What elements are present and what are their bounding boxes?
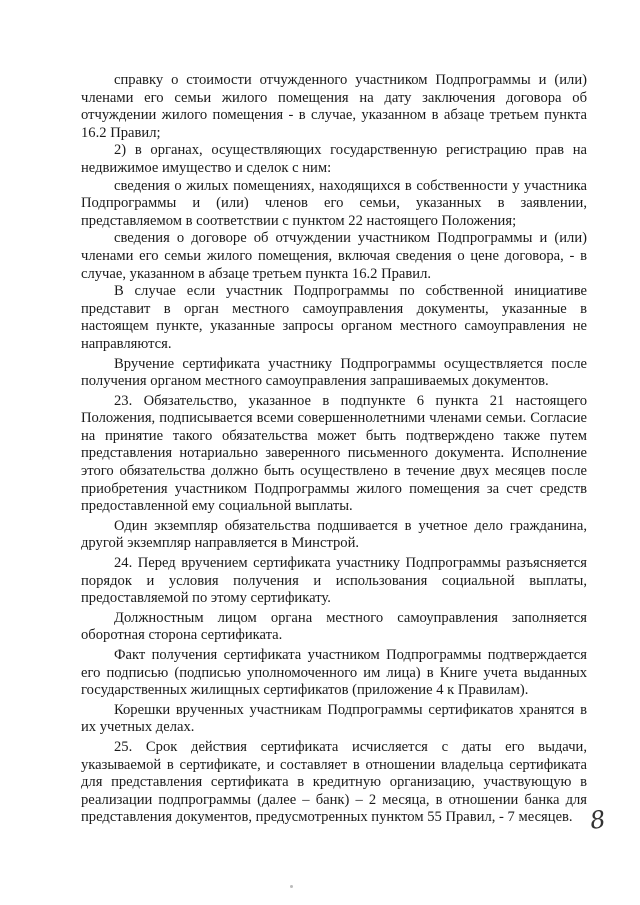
paragraph-7: 23. Обязательство, указанное в подпункте 6 пункта 21 настоящего Положения, подписывается всеми совершеннолетними членами семьи. Согласие на принятие такого обязательства может быть подтверждено также путем представления нотариально заверенного письменного документа. Исполнение этого обязательства должно быть осуществлено в течение двух месяцев после приобретения участником Подпрограммы жилого помещения за счет средств предоставленной ему социальной выплаты. (81, 392, 587, 515)
paragraph-1: справку о стоимости отчужденного участником Подпрограммы и (или) членами его семьи жилого помещения на дату заключения договора об отчуждении жилого помещения - в случае, указанном в абзаце третьем пункта 16.2 Правил; (81, 72, 587, 141)
paragraph-10: Должностным лицом органа местного самоуправления заполняется оборотная сторона сертификата. (81, 609, 587, 644)
paragraph-6: Вручение сертификата участнику Подпрограммы осуществляется после получения органом местного самоуправления запрашиваемых документов. (81, 355, 587, 390)
paragraph-3: сведения о жилых помещениях, находящихся в собственности у участника Подпрограммы и (или) членов его семьи, указанных в заявлении, представляемом в соответствии с пунктом 22 настоящего Положения; (81, 177, 587, 229)
paragraph-9: 24. Перед вручением сертификата участнику Подпрограммы разъясняется порядок и условия получения и использования социальной выплаты, предоставляемой по этому сертификату. (81, 555, 587, 607)
paragraph-5: В случае если участник Подпрограммы по собственной инициативе представит в орган местного самоуправления документы, указанные в настоящем пункте, указанные запросы органом местного самоуправления не направляются. (81, 283, 587, 352)
page-number: 8 (588, 805, 608, 835)
paragraph-8: Один экземпляр обязательства подшивается в учетное дело гражданина, другой экземпляр направляется в Минстрой. (81, 517, 587, 552)
paragraph-2: 2) в органах, осуществляющих государственную регистрацию прав на недвижимое имущество и сделок с ним: (81, 142, 587, 176)
document-body (81, 72, 587, 827)
scan-speck (290, 885, 293, 888)
paragraph-13: 25. Срок действия сертификата исчисляется с даты его выдачи, указываемой в сертификате, и составляет в отношении владельца сертификата для представления сертификата в кредитную организацию, участвующую в реализации подпрограммы (далее – банк) – 2 месяца, в отношении банка для представления документов, предусмотренных пунктом 55 Правил, - 7 месяцев. (81, 738, 587, 826)
paragraph-12: Корешки врученных участникам Подпрограммы сертификатов хранятся в их учетных делах. (81, 701, 587, 736)
paragraph-4: сведения о договоре об отчуждении участником Подпрограммы и (или) членами его семьи жилого помещения, включая сведения о цене договора, - в случае, указанном в абзаце третьем пункта 16.2 Правил. (81, 230, 587, 282)
paragraph-11: Факт получения сертификата участником Подпрограммы подтверждается его подписью (подписью уполномоченного им лица) в Книге учета выданных государственных жилищных сертификатов (приложение 4 к Правилам). (81, 647, 587, 699)
